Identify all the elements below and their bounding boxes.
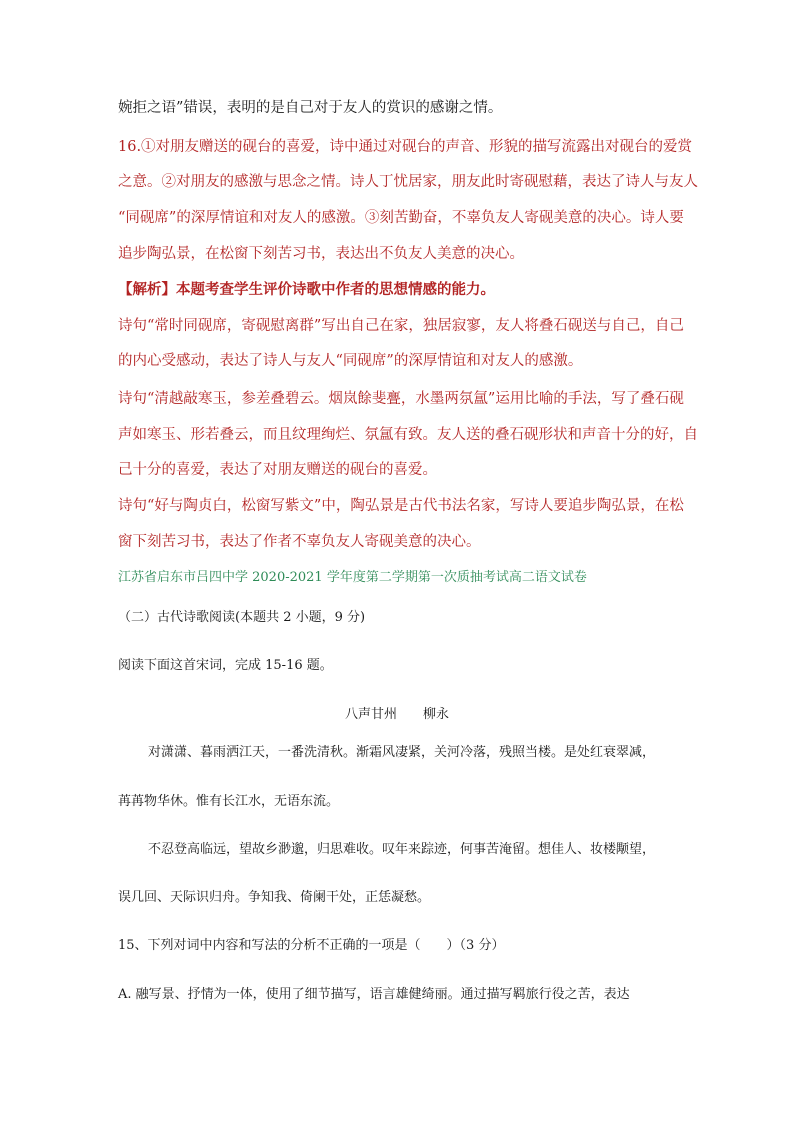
question-15: 15、下列对词中内容和写法的分析不正确的一项是（ ）（3 分） <box>118 938 505 953</box>
option-a: A. 融写景、抒情为一体，使用了细节描写，语言雄健绮丽。通过描写羁旅行役之苦，表达 <box>118 987 630 1002</box>
analysis-line-4: 声如寒玉、形若叠云，而且纹理绚烂、氛氲有致。友人送的叠石砚形状和声音十分的好，自 <box>118 427 698 443</box>
analysis-line-3: 诗句“清越敲寒玉，参差叠碧云。烟岚餘斐亹，水墨两氛氲”运用比喻的手法，写了叠石砚 <box>118 391 684 407</box>
answer-16-line-3: “同砚席”的深厚情谊和对友人的感激。③刻苦勤奋，不辜负友人寄砚美意的决心。诗人要 <box>118 210 684 226</box>
section-heading: （二）古代诗歌阅读(本题共 2 小题，9 分) <box>118 610 366 625</box>
answer-16-line-2: 之意。②对朋友的感激与思念之情。诗人丁忧居家，朋友此时寄砚慰藉，表达了诗人与友人 <box>118 174 698 190</box>
poem-line-4: 误几回、天际识归舟。争知我、倚阑干处，正恁凝愁。 <box>118 890 431 905</box>
answer-line-1: 婉拒之语”错误，表明的是自己对于友人的赏识的感谢之情。 <box>118 100 503 116</box>
answer-16-line-1: 16.①对朋友赠送的砚台的喜爱，诗中通过对砚台的声音、形貌的描写流露出对砚台的爱赏 <box>118 139 693 155</box>
analysis-line-7: 窗下刻苦习书，表达了作者不辜负友人寄砚美意的决心。 <box>118 534 481 550</box>
poem-line-1: 对潇潇、暮雨洒江天，一番洗清秋。渐霜风凄紧，关河冷落，残照当楼。是处红衰翠减， <box>148 745 656 760</box>
analysis-line-1: 诗句“常时同砚席，寄砚慰离群”写出自己在家，独居寂寥，友人将叠石砚送与自己，自己 <box>118 318 684 334</box>
analysis-line-6: 诗句“好与陶贞白，松窗写紫文”中，陶弘景是古代书法名家，写诗人要追步陶弘景，在松 <box>118 498 684 514</box>
analysis-line-5: 己十分的喜爱，表达了对朋友赠送的砚台的喜爱。 <box>118 462 437 478</box>
poem-title: 八声甘州 柳永 <box>344 707 449 722</box>
answer-16-line-4: 追步陶弘景，在松窗下刻苦习书，表达出不负友人美意的决心。 <box>118 246 524 262</box>
analysis-heading: 【解析】本题考查学生评价诗歌中作者的思想情感的能力。 <box>118 281 495 298</box>
exam-source-title: 江苏省启东市吕四中学 2020-2021 学年度第二学期第一次质抽考试高二语文试卷 <box>118 570 587 585</box>
poem-line-2: 苒苒物华休。惟有长江水，无语东流。 <box>118 794 340 809</box>
analysis-line-2: 的内心受感动，表达了诗人与友人“同砚席”的深厚情谊和对友人的感激。 <box>118 353 583 369</box>
reading-instruction: 阅读下面这首宋词，完成 15-16 题。 <box>118 658 333 673</box>
poem-line-3: 不忍登高临远，望故乡渺邈，归思难收。叹年来踪迹，何事苦淹留。想佳人、妆楼颙望， <box>148 842 656 857</box>
